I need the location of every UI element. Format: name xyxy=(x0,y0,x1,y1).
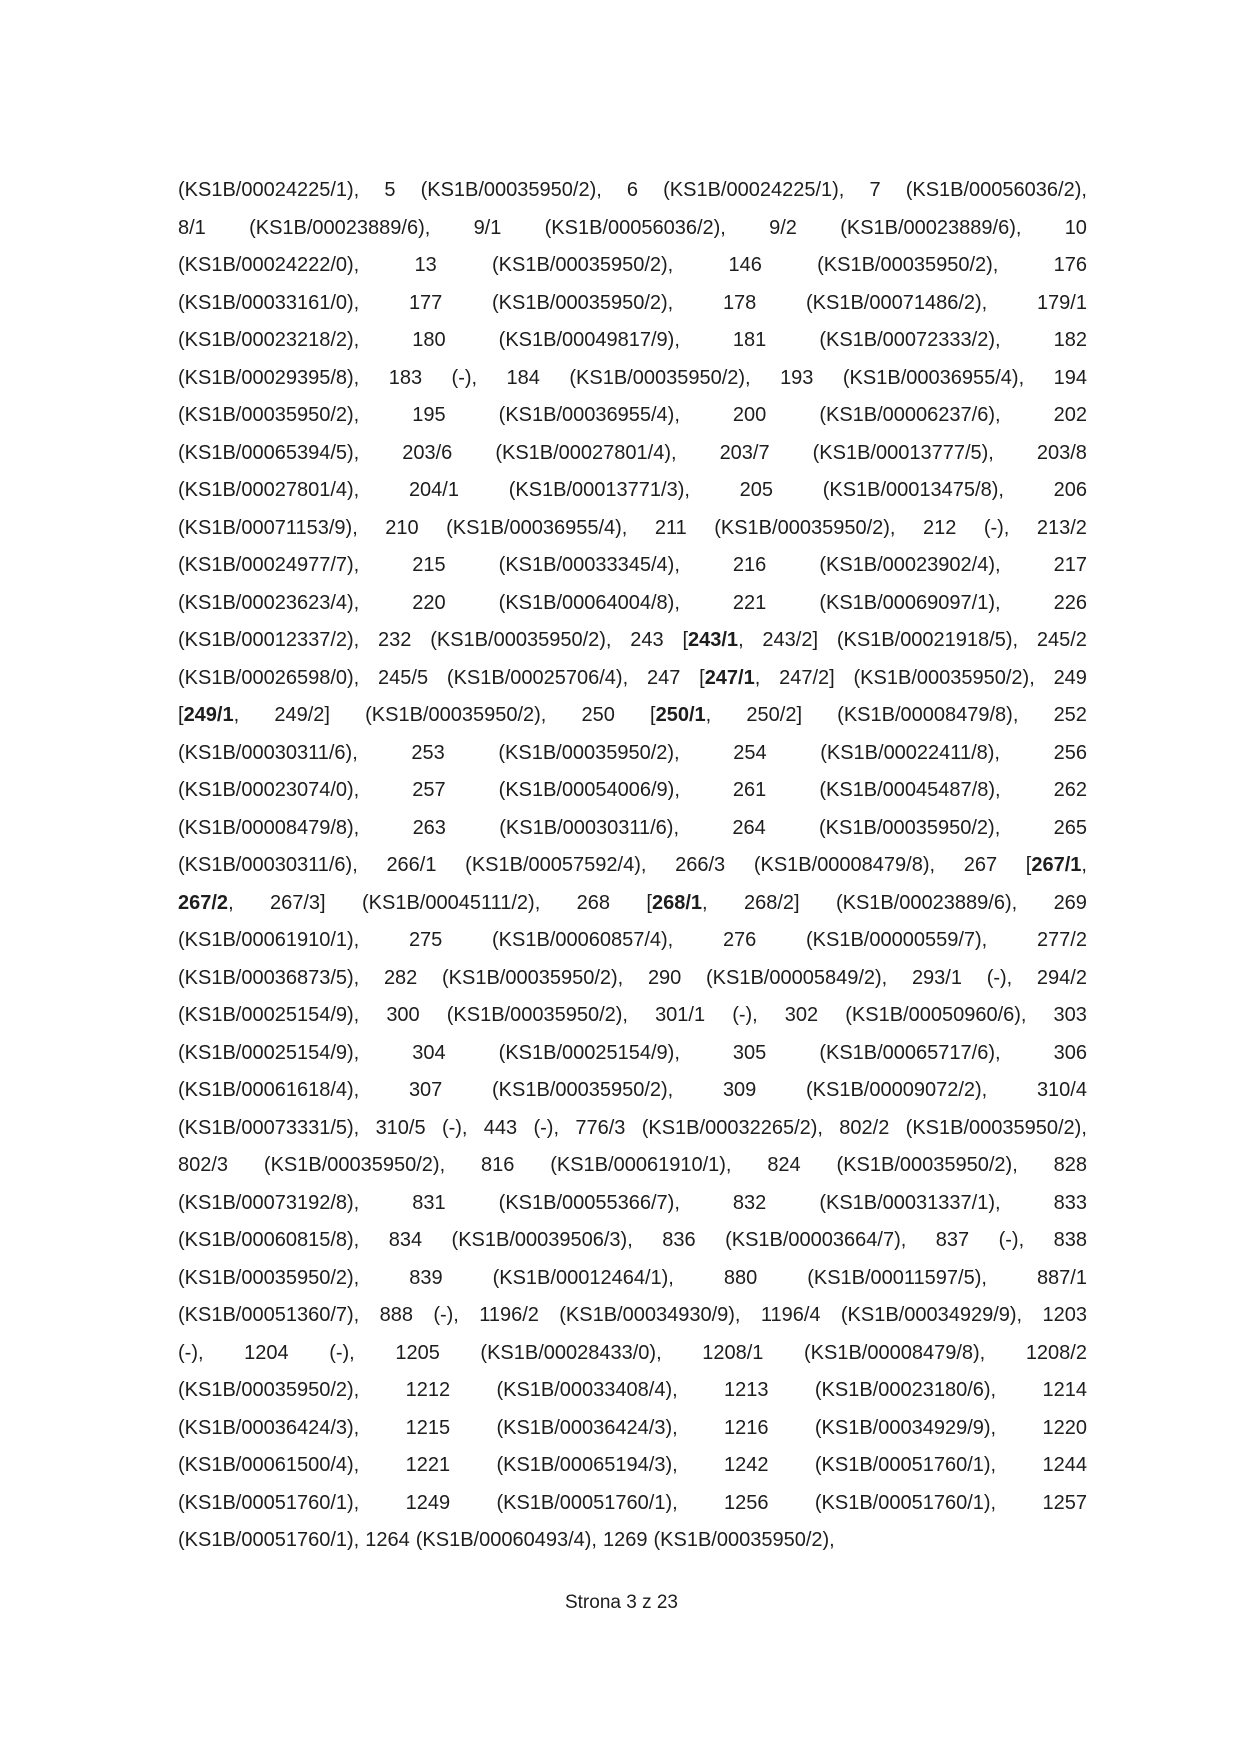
text-segment: 178 xyxy=(722,291,757,314)
text-segment: (KS1B/00057592/4), xyxy=(465,854,647,876)
bold-parcel-number: 250/1 xyxy=(655,704,706,726)
text-segment: (KS1B/00035950/2), xyxy=(178,404,360,426)
text-segment: 217 xyxy=(1053,554,1087,576)
text-segment: (KS1B/00056036/2), xyxy=(905,179,1087,201)
text-segment: (KS1B/00071153/9), xyxy=(178,516,358,539)
text-segment: (KS1B/00035950/2), xyxy=(365,704,547,726)
text-line xyxy=(178,1372,1087,1410)
text-segment: (-), xyxy=(533,1116,560,1139)
text-segment: 880 xyxy=(723,1266,758,1289)
text-segment: (KS1B/00008479/8), xyxy=(803,1341,986,1364)
text-segment: 275 xyxy=(408,929,443,951)
text-segment: 1196/2 xyxy=(479,1304,539,1326)
text-segment: (KS1B/00051760/1), xyxy=(814,1491,997,1514)
text-segment: 232 xyxy=(378,629,412,651)
text-line xyxy=(178,1410,1087,1448)
text-segment: (KS1B/00036424/3), xyxy=(496,1416,678,1439)
text-segment: 1220 xyxy=(1042,1416,1087,1439)
text-line xyxy=(178,1110,1087,1148)
text-segment: 824 xyxy=(767,1154,801,1176)
text-segment: (KS1B/00035950/2), xyxy=(714,516,896,539)
text-segment: 10 xyxy=(1064,216,1087,239)
text-segment: 1203 xyxy=(1042,1304,1087,1326)
bold-parcel-number: 267/2 xyxy=(178,891,229,914)
text-segment: (KS1B/00034929/9), xyxy=(840,1304,1023,1326)
text-segment: (-), xyxy=(441,1116,468,1139)
text-segment: 1244 xyxy=(1042,1454,1087,1476)
text-segment: (KS1B/00028433/0), xyxy=(480,1341,662,1364)
text-segment: 146 xyxy=(728,254,762,276)
text-segment: (KS1B/00013771/3), xyxy=(508,479,690,501)
text-segment: 268 xyxy=(576,891,611,914)
text-segment: (KS1B/00023074/0), xyxy=(178,779,360,801)
text-segment: (KS1B/00003664/7), xyxy=(725,1229,907,1251)
text-segment: 802/3 xyxy=(178,1154,229,1176)
text-segment: (KS1B/00035950/2), xyxy=(853,666,1035,689)
text-segment: (KS1B/00030311/6), xyxy=(178,741,358,764)
text-segment: (KS1B/00027801/4), xyxy=(178,479,360,501)
text-line xyxy=(178,1147,1087,1185)
text-segment: (KS1B/00035950/2), xyxy=(263,1154,446,1176)
text-segment: 5 xyxy=(384,179,396,201)
text-segment: (-), xyxy=(983,516,1010,539)
text-segment: (KS1B/00039506/3), xyxy=(451,1229,633,1251)
text-segment: (KS1B/00056036/2), xyxy=(544,216,726,239)
text-segment: (KS1B/00035950/2), xyxy=(178,1379,360,1401)
text-line xyxy=(178,1035,1087,1073)
text-line xyxy=(178,585,1087,623)
text-segment: 294/2 xyxy=(1036,966,1087,989)
text-line xyxy=(178,1297,1087,1335)
text-segment: 1249 xyxy=(405,1491,451,1514)
text-segment: (KS1B/00023218/2), xyxy=(178,329,360,351)
bold-parcel-number: 249/1 xyxy=(183,704,234,726)
text-segment: (KS1B/00011597/5), xyxy=(807,1266,987,1289)
text-segment: (KS1B/00031337/1), xyxy=(819,1191,1001,1214)
text-segment: (KS1B/00023889/6), xyxy=(249,216,431,239)
text-segment: (KS1B/00024977/7), xyxy=(178,554,360,576)
text-line xyxy=(178,510,1087,548)
text-line xyxy=(178,1522,1087,1560)
text-segment: (KS1B/00032265/2), xyxy=(641,1116,823,1139)
text-line xyxy=(178,1335,1087,1373)
text-segment: (KS1B/00035950/2), xyxy=(420,179,602,201)
text-segment: (KS1B/00029395/8), xyxy=(178,366,360,389)
text-segment: (KS1B/00035950/2), xyxy=(178,1266,360,1289)
text-segment: (KS1B/00013475/8), xyxy=(822,479,1004,501)
text-segment: 205 xyxy=(739,479,773,501)
text-segment: 888 xyxy=(379,1304,413,1326)
text-segment: 1257 xyxy=(1042,1491,1087,1514)
text-segment: (KS1B/00035950/2), xyxy=(817,254,999,276)
text-segment: (KS1B/00065194/3), xyxy=(496,1454,678,1476)
text-segment: 832 xyxy=(732,1191,767,1214)
text-segment: (KS1B/00034930/9), xyxy=(559,1304,741,1326)
text-segment: (KS1B/00006237/6), xyxy=(819,404,1001,426)
text-segment: (KS1B/00035950/2), xyxy=(492,291,674,314)
text-segment: (-), xyxy=(732,1004,758,1026)
page-number: Strona 3 z 23 xyxy=(564,1592,679,1613)
text-segment: 267 xyxy=(963,854,998,876)
text-segment: (KS1B/00025154/9), xyxy=(178,1004,360,1026)
text-segment: 203/6 xyxy=(402,441,453,464)
text-segment: 305 xyxy=(732,1041,767,1064)
text-segment: 1242 xyxy=(724,1454,769,1476)
text-segment: (KS1B/00024225/1), xyxy=(178,179,360,201)
text-segment: 257 xyxy=(412,779,446,801)
text-segment: 838 xyxy=(1053,1229,1087,1251)
text-segment: 210 xyxy=(385,516,419,539)
text-segment: (KS1B/00036955/4), xyxy=(842,366,1025,389)
text-segment: [268/1, xyxy=(646,891,708,914)
text-segment: (KS1B/00050960/6), xyxy=(845,1004,1027,1026)
text-segment: 828 xyxy=(1053,1154,1087,1176)
text-segment: (KS1B/00061910/1), xyxy=(178,929,360,951)
text-segment: (KS1B/00008479/8), xyxy=(178,816,360,839)
text-line xyxy=(178,997,1087,1035)
text-line xyxy=(178,622,1087,660)
text-segment: (KS1B/00012337/2), xyxy=(178,629,360,651)
text-segment: (KS1B/00021918/5), xyxy=(836,629,1019,651)
text-line xyxy=(178,210,1087,248)
text-segment: 310/4 xyxy=(1036,1079,1087,1101)
text-segment: (-), xyxy=(451,366,478,389)
text-segment: 265 xyxy=(1053,816,1087,839)
text-segment: 9/2 xyxy=(769,216,797,239)
text-segment: (KS1B/00065717/6), xyxy=(819,1041,1001,1064)
text-segment: 1208/2 xyxy=(1025,1341,1087,1364)
text-segment: 833 xyxy=(1053,1191,1087,1214)
text-segment: (KS1B/00060815/8), xyxy=(178,1229,360,1251)
text-segment: 261 xyxy=(732,779,767,801)
text-segment: (KS1B/00055366/7), xyxy=(498,1191,680,1214)
text-segment: 277/2 xyxy=(1036,929,1087,951)
text-segment: 177 xyxy=(408,291,443,314)
text-segment: (KS1B/00030311/6), xyxy=(499,816,680,839)
text-segment: 262 xyxy=(1053,779,1087,801)
text-segment: (KS1B/00012464/1), xyxy=(492,1266,674,1289)
text-segment: 247/2] xyxy=(779,666,835,689)
text-segment: 276 xyxy=(722,929,757,951)
text-segment: 193 xyxy=(780,366,814,389)
text-segment: 6 xyxy=(626,179,639,201)
text-segment: 1215 xyxy=(405,1416,451,1439)
text-segment: 200 xyxy=(732,404,767,426)
text-segment: 1214 xyxy=(1042,1379,1087,1401)
text-segment: 215 xyxy=(412,554,446,576)
text-segment: (KS1B/00025154/9), xyxy=(498,1041,680,1064)
text-segment: (KS1B/00065394/5), xyxy=(178,441,360,464)
text-line xyxy=(178,285,1087,323)
text-segment: 307 xyxy=(408,1079,443,1101)
text-segment: 183 xyxy=(388,366,423,389)
text-segment: (KS1B/00036873/5), xyxy=(178,966,360,989)
text-segment: (KS1B/00035950/2), xyxy=(492,254,674,276)
text-segment: 1205 xyxy=(395,1341,440,1364)
text-segment: 252 xyxy=(1053,704,1087,726)
text-segment: 250 xyxy=(581,704,615,726)
text-segment: (KS1B/00035950/2), xyxy=(569,366,751,389)
text-segment: [247/1, xyxy=(699,666,761,689)
text-segment: (KS1B/00051760/1), xyxy=(814,1454,997,1476)
text-segment: 443 xyxy=(483,1116,518,1139)
text-segment: (KS1B/00013777/5), xyxy=(812,441,994,464)
text-segment: 203/8 xyxy=(1036,441,1087,464)
text-segment: 216 xyxy=(732,554,767,576)
bold-parcel-number: 268/1 xyxy=(651,891,703,914)
text-line xyxy=(178,1072,1087,1110)
text-line xyxy=(178,397,1087,435)
text-segment: 243 xyxy=(630,629,664,651)
text-segment: 839 xyxy=(409,1266,443,1289)
text-segment: (KS1B/00051760/1), xyxy=(178,1529,360,1551)
text-segment: 1212 xyxy=(405,1379,451,1401)
text-segment: 184 xyxy=(506,366,540,389)
text-segment: 802/2 xyxy=(839,1116,890,1139)
text-segment: (KS1B/00023902/4), xyxy=(819,554,1001,576)
text-line xyxy=(178,322,1087,360)
text-segment: 1256 xyxy=(724,1491,769,1514)
text-segment: [243/1, xyxy=(682,629,744,651)
text-segment: 309 xyxy=(722,1079,757,1101)
text-segment: 243/2] xyxy=(762,629,819,651)
text-segment: 304 xyxy=(412,1041,446,1064)
text-segment: (KS1B/00023623/4), xyxy=(178,591,360,614)
parcel-list-text xyxy=(178,172,1087,1560)
text-segment: 303 xyxy=(1053,1004,1087,1026)
text-segment: (KS1B/00025154/9), xyxy=(178,1041,360,1064)
text-segment: (KS1B/00051760/1), xyxy=(178,1491,360,1514)
text-segment: (KS1B/00027801/4), xyxy=(495,441,677,464)
text-segment: 837 xyxy=(935,1229,970,1251)
text-segment: 282 xyxy=(383,966,418,989)
text-segment: (-), xyxy=(998,1229,1025,1251)
text-line xyxy=(178,847,1087,885)
text-segment: (KS1B/00035950/2), xyxy=(498,741,680,764)
text-segment: 300 xyxy=(386,1004,420,1026)
text-segment: 220 xyxy=(412,591,446,614)
text-line xyxy=(178,1260,1087,1298)
text-segment: (KS1B/00064004/8), xyxy=(498,591,680,614)
text-segment: (KS1B/00071486/2), xyxy=(806,291,988,314)
text-line xyxy=(178,885,1087,923)
text-segment: 211 xyxy=(654,516,687,539)
text-segment: 306 xyxy=(1053,1041,1087,1064)
text-segment: 245/2 xyxy=(1036,629,1087,651)
text-line xyxy=(178,960,1087,998)
text-segment: (-), xyxy=(329,1341,355,1364)
text-segment: 1216 xyxy=(724,1416,769,1439)
text-segment: (KS1B/00024225/1), xyxy=(663,179,845,201)
text-segment: (KS1B/00061910/1), xyxy=(550,1154,732,1176)
text-segment: 268/2] xyxy=(743,891,800,914)
text-segment: (KS1B/00022411/8), xyxy=(820,741,1000,764)
text-segment: (KS1B/00033408/4), xyxy=(496,1379,678,1401)
text-line xyxy=(178,1485,1087,1523)
text-segment: (KS1B/00069097/1), xyxy=(819,591,1001,614)
text-segment: 831 xyxy=(412,1191,446,1214)
text-segment: (KS1B/00072333/2), xyxy=(819,329,1001,351)
text-line xyxy=(178,547,1087,585)
text-segment: 1204 xyxy=(244,1341,289,1364)
text-segment: 8/1 xyxy=(178,216,206,239)
text-segment: 256 xyxy=(1053,741,1087,764)
text-segment: 834 xyxy=(388,1229,423,1251)
text-segment: (KS1B/00035950/2), xyxy=(819,816,1001,839)
text-segment: 13 xyxy=(414,254,437,276)
text-segment: (KS1B/00008479/8), xyxy=(837,704,1019,726)
text-segment: 264 xyxy=(732,816,766,839)
text-segment: (KS1B/00025706/4), xyxy=(446,666,629,689)
text-segment: 206 xyxy=(1053,479,1087,501)
text-segment: (KS1B/00023180/6), xyxy=(814,1379,997,1401)
text-segment: (-), xyxy=(986,966,1013,989)
bold-parcel-number: 243/1 xyxy=(688,629,739,651)
text-segment: 247 xyxy=(646,666,681,689)
text-segment: (KS1B/00035950/2), xyxy=(836,1154,1018,1176)
text-segment: (KS1B/00073192/8), xyxy=(178,1191,360,1214)
text-segment: (KS1B/00051360/7), xyxy=(178,1304,360,1326)
text-segment: 176 xyxy=(1053,254,1087,276)
text-segment: (KS1B/00035950/2), xyxy=(442,966,624,989)
text-segment: 267/3] xyxy=(270,891,326,914)
text-segment: (-), xyxy=(433,1304,459,1326)
text-segment: (KS1B/00036955/4), xyxy=(446,516,628,539)
text-line xyxy=(178,247,1087,285)
text-segment: 1221 xyxy=(405,1454,451,1476)
text-segment: 179/1 xyxy=(1036,291,1087,314)
bold-parcel-number: 247/1 xyxy=(704,666,755,689)
text-line xyxy=(178,922,1087,960)
text-segment: (KS1B/00033161/0), xyxy=(178,291,360,314)
text-segment: 263 xyxy=(412,816,446,839)
text-segment: [249/1, xyxy=(178,704,240,726)
text-segment: 195 xyxy=(412,404,446,426)
text-segment: (KS1B/00034929/9), xyxy=(814,1416,997,1439)
text-line xyxy=(178,772,1087,810)
text-segment: (-), xyxy=(178,1341,204,1364)
text-segment: (KS1B/00045111/2), xyxy=(361,891,541,914)
text-segment: 310/5 xyxy=(375,1116,426,1139)
text-segment: 194 xyxy=(1053,366,1087,389)
text-segment: 202 xyxy=(1053,404,1087,426)
text-segment: (KS1B/00054006/9), xyxy=(498,779,680,801)
text-segment: 1269 xyxy=(603,1529,648,1551)
text-segment: 290 xyxy=(647,966,682,989)
text-line xyxy=(178,360,1087,398)
text-segment: [250/1, xyxy=(650,704,712,726)
text-segment: 7 xyxy=(869,179,881,201)
text-segment: 302 xyxy=(784,1004,819,1026)
text-segment: (KS1B/00036955/4), xyxy=(498,404,680,426)
text-segment: 180 xyxy=(412,329,446,351)
text-segment: 213/2 xyxy=(1036,516,1087,539)
text-segment: 9/1 xyxy=(473,216,502,239)
text-segment: (KS1B/00060493/4), xyxy=(415,1529,597,1551)
text-line xyxy=(178,1447,1087,1485)
text-segment: 254 xyxy=(733,741,767,764)
text-segment: (KS1B/00061500/4), xyxy=(178,1454,360,1476)
text-segment: 245/5 xyxy=(378,666,429,689)
text-segment: 204/1 xyxy=(408,479,459,501)
text-segment: 249/2] xyxy=(274,704,330,726)
text-segment: 816 xyxy=(481,1154,515,1176)
text-segment: 250/2] xyxy=(746,704,802,726)
text-segment: (KS1B/00073331/5), xyxy=(178,1116,360,1139)
text-segment: 1213 xyxy=(724,1379,769,1401)
text-line xyxy=(178,172,1087,210)
text-segment: 269 xyxy=(1053,891,1087,914)
text-segment: (KS1B/00035950/2), xyxy=(492,1079,674,1101)
text-segment: 293/1 xyxy=(911,966,962,989)
text-line xyxy=(178,472,1087,510)
text-segment: (KS1B/00033345/4), xyxy=(498,554,680,576)
text-segment: (KS1B/00005849/2), xyxy=(706,966,888,989)
text-segment: 249 xyxy=(1053,666,1087,689)
text-line xyxy=(178,1222,1087,1260)
text-segment: 836 xyxy=(662,1229,696,1251)
text-line xyxy=(178,1185,1087,1223)
text-segment: 1208/1 xyxy=(702,1341,764,1364)
text-segment: (KS1B/00036424/3), xyxy=(178,1416,360,1439)
text-segment: 221 xyxy=(732,591,767,614)
text-line xyxy=(178,810,1087,848)
text-segment: (KS1B/00023889/6), xyxy=(835,891,1018,914)
text-segment: 301/1 xyxy=(655,1004,706,1026)
text-segment: (KS1B/00023889/6), xyxy=(840,216,1022,239)
text-segment: (KS1B/00030311/6), xyxy=(178,854,358,876)
text-segment: [267/1, xyxy=(1025,854,1087,876)
text-segment: (KS1B/00000559/7), xyxy=(806,929,988,951)
text-segment: 203/7 xyxy=(719,441,770,464)
text-segment: (KS1B/00051760/1), xyxy=(496,1491,678,1514)
text-segment: 887/1 xyxy=(1036,1266,1087,1289)
text-segment: 212 xyxy=(922,516,957,539)
text-segment: 253 xyxy=(411,741,445,764)
text-segment: (KS1B/00008479/8), xyxy=(753,854,936,876)
text-line xyxy=(178,697,1087,735)
text-segment: 266/1 xyxy=(386,854,437,876)
text-segment: (KS1B/00035950/2), xyxy=(905,1116,1087,1139)
text-segment: (KS1B/00009072/2), xyxy=(806,1079,988,1101)
text-segment: 226 xyxy=(1053,591,1087,614)
text-segment: 1196/4 xyxy=(760,1304,821,1326)
text-segment: (KS1B/00035950/2), xyxy=(446,1004,628,1026)
text-line xyxy=(178,435,1087,473)
text-segment: 182 xyxy=(1053,329,1087,351)
text-segment: 181 xyxy=(732,329,767,351)
text-segment: (KS1B/00049817/9), xyxy=(498,329,680,351)
text-segment: (KS1B/00024222/0), xyxy=(178,254,360,276)
text-segment: (KS1B/00035950/2), xyxy=(430,629,612,651)
text-segment: 1264 xyxy=(365,1529,410,1551)
text-segment: (KS1B/00060857/4), xyxy=(492,929,674,951)
text-segment: (KS1B/00045487/8), xyxy=(819,779,1001,801)
bold-parcel-number: 267/1 xyxy=(1031,854,1082,876)
text-segment: 776/3 xyxy=(575,1116,626,1139)
text-line xyxy=(178,735,1087,773)
text-segment: (KS1B/00026598/0), xyxy=(178,666,360,689)
text-segment: 266/3 xyxy=(675,854,726,876)
text-segment: (KS1B/00061618/4), xyxy=(178,1079,360,1101)
text-line xyxy=(178,660,1087,698)
text-segment: 267/2, xyxy=(178,891,234,914)
text-segment: (KS1B/00035950/2), xyxy=(653,1529,835,1551)
